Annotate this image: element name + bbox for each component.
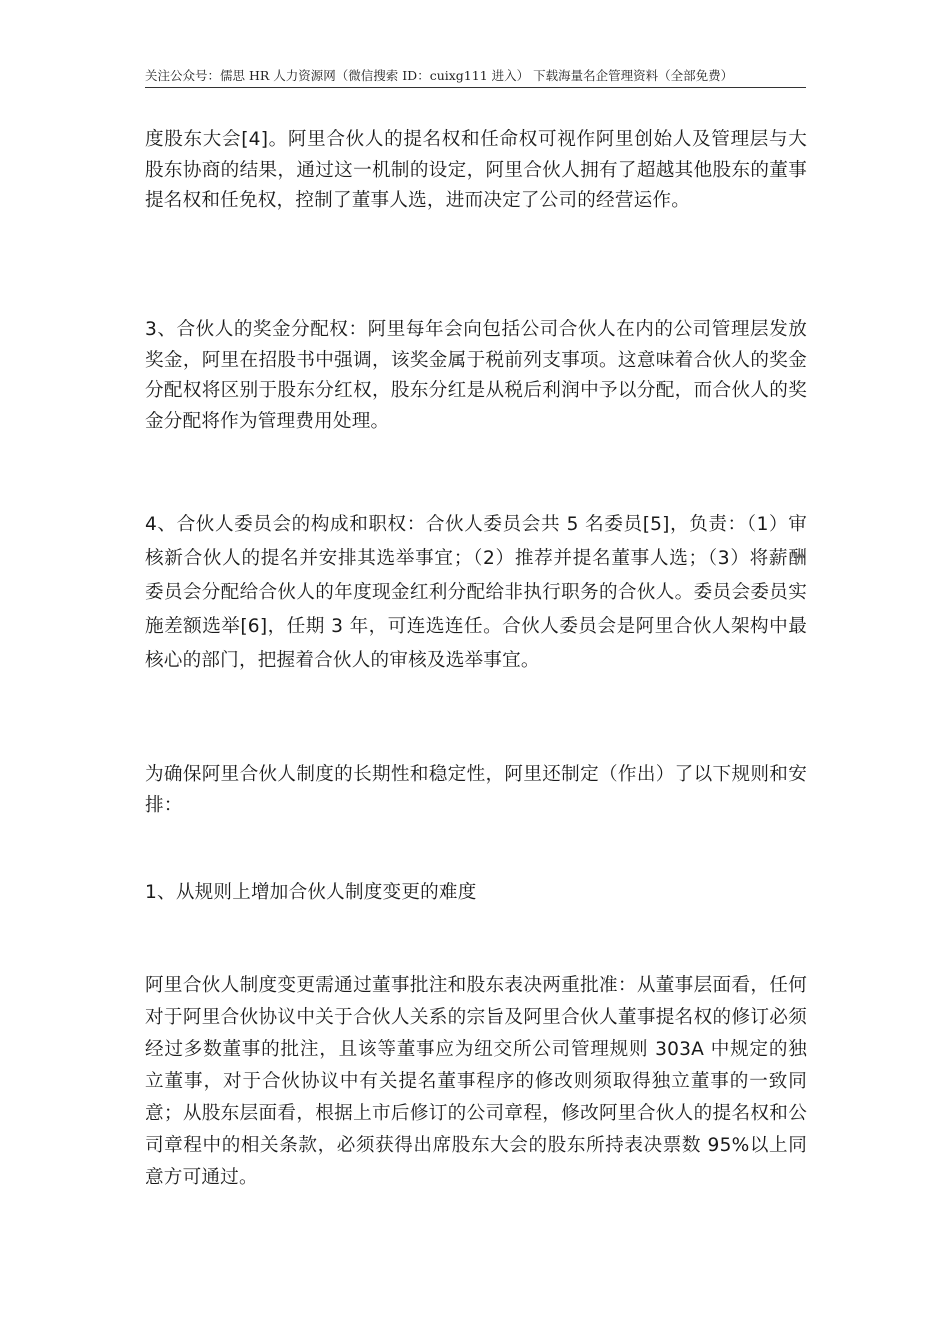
- paragraph-partner-committee: 4、合伙人委员会的构成和职权：合伙人委员会共 5 名委员[5]，负责：（1）审核新合伙人的提名并安排其选举事宜；（2）推荐并提名董事人选；（3）将薪酬委员会分配给合伙人的年度现金红利分配给非执行职务的合伙人。委员会委员实施差额选举[6]，任期 3 年，可连选连任。合伙人委员会是阿里合伙人架构中最核心的部门，把握着合伙人的审核及选举事宜。: [145, 514, 807, 671]
- paragraph-stability-rules-intro: 为确保阿里合伙人制度的长期性和稳定性，阿里还制定（作出）了以下规则和安排：: [145, 764, 807, 816]
- header-divider: [145, 87, 806, 88]
- section-heading-rule-change-difficulty: 1、从规则上增加合伙人制度变更的难度: [145, 882, 477, 903]
- page-header: 关注公众号：儒思 HR 人力资源网（微信搜索 ID：cuixg111 进入） 下载海量名企管理资料（全部免费）: [145, 68, 734, 83]
- paragraph-rule-change-approval: 阿里合伙人制度变更需通过董事批注和股东表决两重批准：从董事层面看，任何对于阿里合伙协议中关于合伙人关系的宗旨及阿里合伙人董事提名权的修订必须经过多数董事的批注，且该等董事应为纽交所公司管理规则 303A 中规定的独立董事，对于合伙协议中有关提名董事程序的修改则须取得独立董事的一致同意；从股东层面看，根据上市后修订的公司章程，修改阿里合伙人的提名权和公司章程中的相关条款，必须获得出席股东大会的股东所持表决票数 95%以上同意方可通过。: [145, 975, 807, 1188]
- paragraph-nomination-rights: 度股东大会[4]。阿里合伙人的提名权和任命权可视作阿里创始人及管理层与大股东协商的结果，通过这一机制的设定，阿里合伙人拥有了超越其他股东的董事提名权和任免权，控制了董事人选，进而决定了公司的经营运作。: [145, 129, 807, 211]
- paragraph-bonus-allocation: 3、合伙人的奖金分配权：阿里每年会向包括公司合伙人在内的公司管理层发放奖金，阿里在招股书中强调，该奖金属于税前列支事项。这意味着合伙人的奖金分配权将区别于股东分红权，股东分红是从税后利润中予以分配，而合伙人的奖金分配将作为管理费用处理。: [145, 319, 807, 432]
